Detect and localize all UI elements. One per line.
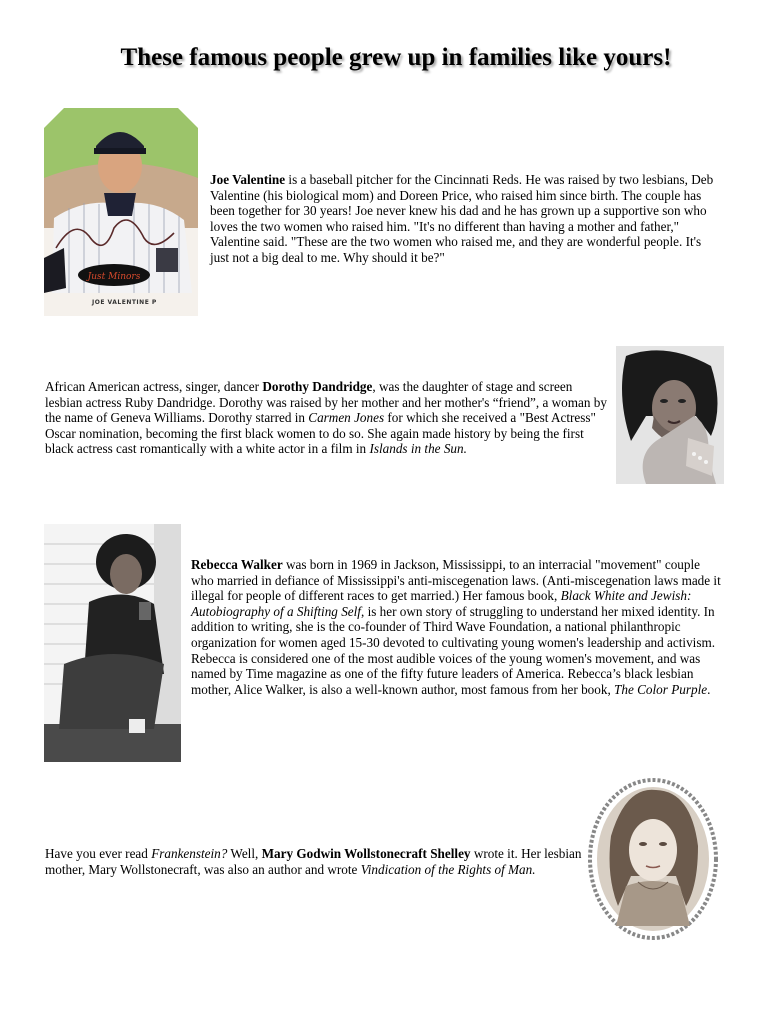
dorothy-dandridge-photo	[616, 346, 724, 484]
rebecca-walker-photo	[44, 524, 181, 762]
person-name: Rebecca Walker	[191, 557, 283, 572]
profile-dorothy-dandridge	[45, 379, 607, 457]
work-title: Vindication of the Rights of Man.	[360, 861, 536, 877]
work-title: Black White and Jewish: Autobiography of a Shifting Self	[191, 588, 692, 619]
work-title: Frankenstein?	[151, 846, 228, 861]
body-text: , is her own story of struggling to understand her mixed identity. In addition to writing, she is the co-founder of Third Wave Foundation, a national philanthropic organization for women aged 15-30 devoted to cultivating young women's leadership and activism. Rebecca is considered one of the most audible voices of the young women's movement, and was named by Time magazine as one of the fifty future leaders of America. Rebecca’s black lesbian mother, Alice Walker, is also a well-known author, most famous from her book,	[191, 603, 716, 697]
page-title: These famous people grew up in families like yours!	[120, 44, 672, 71]
work-title: Carmen Jones	[308, 410, 385, 426]
mary-shelley-portrait	[586, 776, 720, 942]
joe-valentine-photo	[44, 108, 198, 316]
body-text: .	[707, 681, 711, 697]
body-text: is a baseball pitcher for the Cincinnati Reds. He was raised by two lesbians, Deb Valentine (his biological mom) and Doreen Price, who raised him since birth. The couple has been together for 30 years! Joe never knew his dad and he has grown up a supportive son who loves the two women who raised him. "It's no different than having a mother and father," Valentine said. "These are the two women who raised me, and they are wonderful people. It's just not a big deal to me. Why should it be?"	[210, 172, 714, 265]
person-name: Joe Valentine	[210, 172, 286, 187]
body-text: Well,	[227, 846, 262, 861]
person-name: Mary Godwin Wollstonecraft Shelley	[261, 846, 471, 861]
body-text: for which she received a "Best Actress" Oscar nomination, becoming the first black women to do so. She again made history by being the first black actress cast romantically with a white actor in a film in	[45, 410, 596, 457]
body-text: wrote it. Her lesbian mother, Mary Wollstonecraft, was also an author and wrote	[45, 846, 582, 877]
profile-rebecca-walker	[191, 557, 721, 697]
body-text: was born in 1969 in Jackson, Mississippi, to an interracial "movement" couple who married in defiance of Mississippi's anti-miscegenation laws. (Anti-miscegenation laws made it illegal for people of different races to get married.) Her famous book,	[191, 557, 721, 604]
profile-mary-shelley	[45, 846, 585, 877]
body-text: Have you ever read	[45, 846, 152, 861]
body-text: , was the daughter of stage and screen lesbian actress Ruby Dandridge. Dorothy was raised by her mother and her mother's “friend”, a woman by the name of Geneva Williams. Dorothy starred in	[45, 379, 607, 426]
work-title: The Color Purple	[614, 681, 708, 697]
photo-caption: JOE VALENTINE P	[92, 299, 157, 306]
svg-text:Just Minors: Just Minors	[87, 272, 141, 282]
person-name: Dorothy Dandridge	[262, 379, 373, 394]
body-text: African American actress, singer, dancer	[45, 379, 263, 394]
work-title: Islands in the Sun.	[369, 441, 467, 457]
profile-joe-valentine	[210, 172, 718, 266]
